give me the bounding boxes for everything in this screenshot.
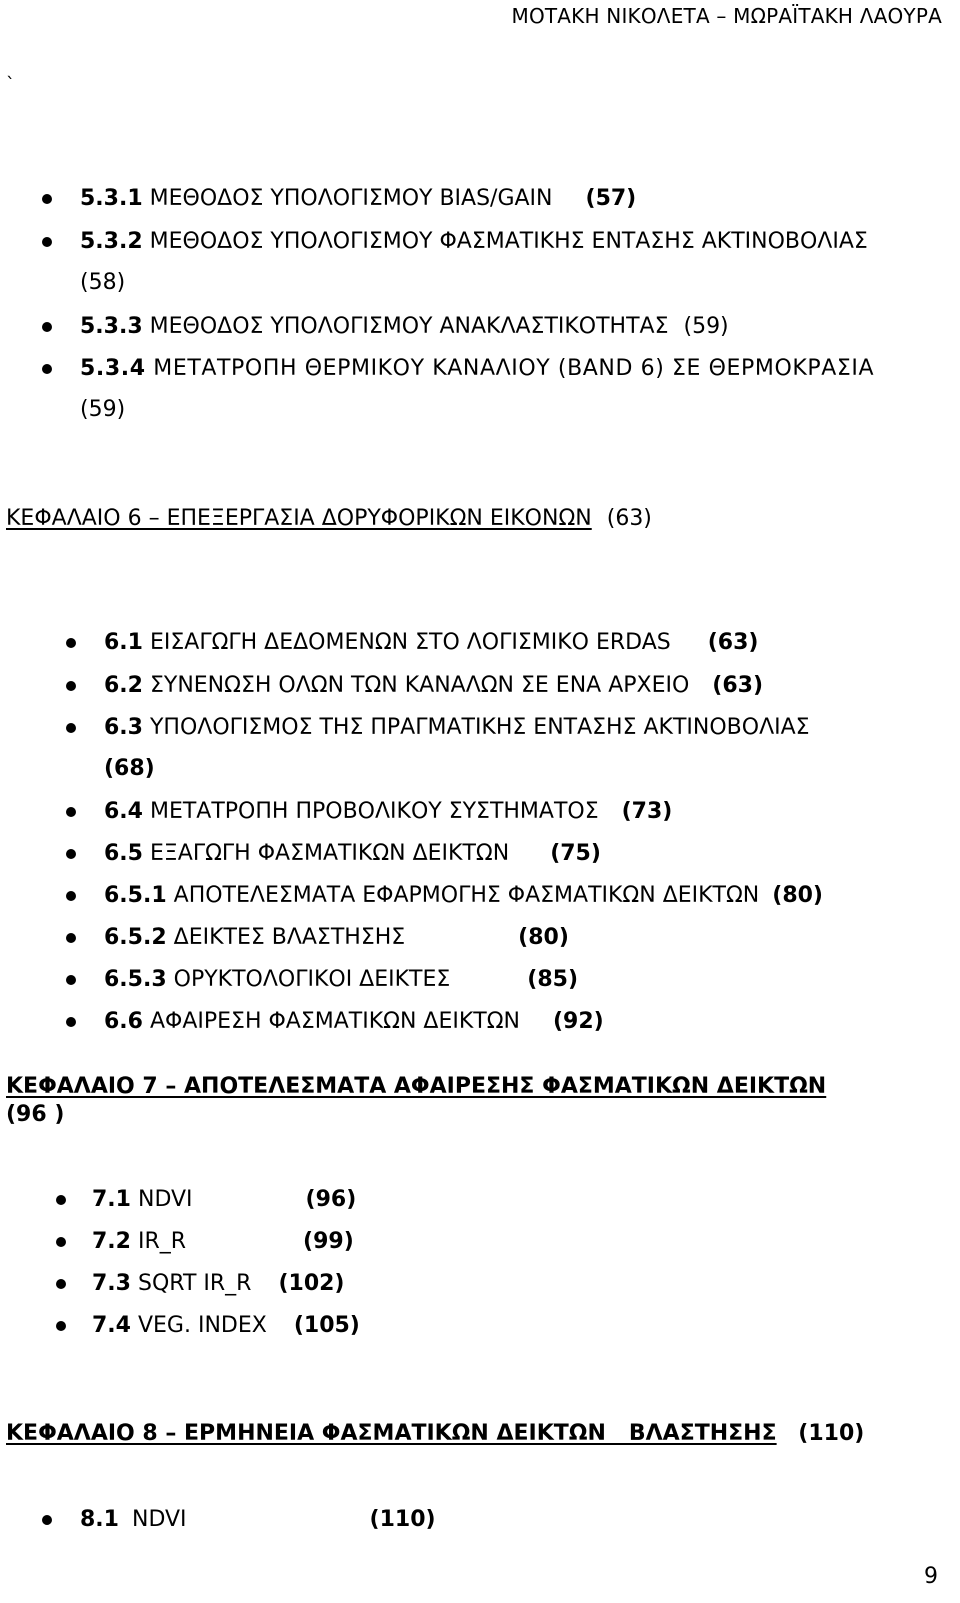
entry-number: 7.2 — [92, 1229, 131, 1254]
entry-title: ΥΠΟΛΟΓΙΣΜΟΣ ΤΗΣ ΠΡΑΓΜΑΤΙΚΗΣ ΕΝΤΑΣΗΣ ΑΚΤΙΝΟΒΟΛΙΑΣ — [149, 715, 810, 740]
entry-number: 6.5.1 — [104, 883, 167, 908]
bullet — [66, 975, 76, 985]
running-header: ΜΟΤΑΚΗ ΝΙΚΟΛΕΤΑ – ΜΩΡΑΪΤΑΚΗ ΛΑΟΥΡΑ — [511, 4, 942, 28]
entry-number: 6.2 — [104, 673, 143, 698]
entry-page: (75) — [550, 841, 601, 866]
entry-title: NDVI — [137, 1187, 193, 1212]
entry-title: IR_R — [137, 1229, 187, 1254]
toc-entry-7-1[interactable] — [92, 1186, 356, 1214]
entry-page: (59) — [80, 397, 126, 422]
entry-title: VEG. INDEX — [137, 1313, 267, 1338]
bullet — [66, 1017, 76, 1027]
bullet — [42, 322, 52, 332]
entry-page: (73) — [621, 799, 673, 824]
toc-entry-6-3-page — [104, 755, 155, 783]
toc-entry-6-3[interactable] — [104, 714, 810, 742]
entry-page: (96) — [305, 1187, 357, 1212]
toc-entry-6-5-2[interactable] — [104, 924, 569, 952]
toc-entry-5-3-2[interactable] — [80, 228, 868, 256]
chapter-page: (96 ) — [6, 1102, 65, 1127]
entry-page: (57) — [585, 186, 637, 211]
bullet — [42, 237, 52, 247]
chapter-7-page-line — [6, 1101, 64, 1129]
toc-entry-6-5-1[interactable] — [104, 882, 823, 910]
toc-entry-6-5-3[interactable] — [104, 966, 578, 994]
toc-entry-5-3-1[interactable] — [80, 185, 636, 213]
toc-entry-5-3-3[interactable] — [80, 313, 729, 341]
bullet — [42, 194, 52, 204]
chapter-6-heading[interactable] — [6, 505, 652, 533]
toc-entry-7-4[interactable] — [92, 1312, 360, 1340]
bullet — [56, 1237, 66, 1247]
entry-number: 5.3.1 — [80, 186, 143, 211]
entry-title: ΕΞΑΓΩΓΗ ΦΑΣΜΑΤΙΚΩΝ ΔΕΙΚΤΩΝ — [149, 841, 510, 866]
bullet — [42, 364, 52, 374]
entry-number: 8.1 — [80, 1507, 119, 1532]
entry-page: (99) — [303, 1229, 354, 1254]
toc-entry-8-1[interactable] — [80, 1506, 436, 1534]
toc-entry-6-5[interactable] — [104, 840, 601, 868]
chapter-page: (63) — [606, 506, 652, 531]
entry-page: (80) — [772, 883, 823, 908]
entry-number: 7.3 — [92, 1271, 131, 1296]
entry-number: 5.3.3 — [80, 314, 143, 339]
chapter-title: ΚΕΦΑΛΑΙΟ 7 – ΑΠΟΤΕΛΕΣΜΑΤΑ ΑΦΑΙΡΕΣΗΣ ΦΑΣΜΑΤΙΚΩΝ ΔΕΙΚΤΩΝ — [6, 1074, 827, 1099]
bullet — [66, 807, 76, 817]
chapter-title: ΚΕΦΑΛΑΙΟ 6 – ΕΠΕΞΕΡΓΑΣΙΑ ΔΟΡΥΦΟΡΙΚΩΝ ΕΙΚΟΝΩΝ — [6, 506, 592, 531]
entry-number: 6.4 — [104, 799, 143, 824]
chapter-7-heading[interactable] — [6, 1073, 826, 1101]
bullet — [66, 891, 76, 901]
entry-number: 6.5.2 — [104, 925, 167, 950]
toc-entry-6-4[interactable] — [104, 798, 672, 826]
bullet — [66, 933, 76, 943]
entry-number: 7.4 — [92, 1313, 131, 1338]
entry-page: (63) — [712, 673, 764, 698]
bullet — [42, 1515, 52, 1525]
bullet — [56, 1321, 66, 1331]
toc-entry-6-1[interactable] — [104, 629, 758, 657]
entry-number: 6.5.3 — [104, 967, 167, 992]
bullet — [56, 1195, 66, 1205]
toc-entry-6-6[interactable] — [104, 1008, 604, 1036]
entry-title: ΜΕΘΟΔΟΣ ΥΠΟΛΟΓΙΣΜΟΥ BIAS/GAIN — [149, 186, 553, 211]
bullet — [56, 1279, 66, 1289]
toc-entry-6-2[interactable] — [104, 672, 763, 700]
toc-entry-7-2[interactable] — [92, 1228, 354, 1256]
toc-entry-5-3-4-page — [80, 396, 125, 424]
entry-page: (59) — [683, 314, 729, 339]
entry-number: 5.3.2 — [80, 229, 143, 254]
entry-title: ΑΠΟΤΕΛΕΣΜΑΤΑ ΕΦΑΡΜΟΓΗΣ ΦΑΣΜΑΤΙΚΩΝ ΔΕΙΚΤΩΝ — [173, 883, 760, 908]
chapter-8-heading[interactable] — [6, 1420, 864, 1448]
entry-title: ΜΕΘΟΔΟΣ ΥΠΟΛΟΓΙΣΜΟΥ ΑΝΑΚΛΑΣΤΙΚΟΤΗΤΑΣ — [149, 314, 669, 339]
entry-title: ΕΙΣΑΓΩΓΗ ΔΕΔΟΜΕΝΩΝ ΣΤΟ ΛΟΓΙΣΜΙΚΟ ERDAS — [149, 630, 671, 655]
entry-number: 6.5 — [104, 841, 143, 866]
chapter-title: ΚΕΦΑΛΑΙΟ 8 – ΕΡΜΗΝΕΙΑ ΦΑΣΜΑΤΙΚΩΝ ΔΕΙΚΤΩΝ ΒΛΑΣΤΗΣΗΣ — [6, 1421, 777, 1446]
toc-entry-5-3-2-page — [80, 269, 125, 297]
entry-number: 7.1 — [92, 1187, 131, 1212]
entry-page: (68) — [104, 756, 155, 781]
entry-page: (85) — [527, 967, 579, 992]
entry-title: ΔΕΙΚΤΕΣ ΒΛΑΣΤΗΣΗΣ — [173, 925, 406, 950]
entry-title: ΑΦΑΙΡΕΣΗ ΦΑΣΜΑΤΙΚΩΝ ΔΕΙΚΤΩΝ — [149, 1009, 520, 1034]
entry-page: (80) — [518, 925, 569, 950]
bullet — [66, 723, 76, 733]
stray-mark: ` — [6, 74, 15, 95]
entry-title: SQRT IR_R — [137, 1271, 252, 1296]
entry-page: (63) — [707, 630, 759, 655]
entry-page: (110) — [369, 1507, 436, 1532]
page-number: 9 — [924, 1564, 938, 1589]
entry-number: 5.3.4 — [80, 356, 146, 381]
entry-title: NDVI — [131, 1507, 187, 1532]
entry-title: ΟΡΥΚΤΟΛΟΓΙΚΟΙ ΔΕΙΚΤΕΣ — [173, 967, 451, 992]
bullet — [66, 638, 76, 648]
entry-page: (58) — [80, 270, 126, 295]
entry-number: 6.3 — [104, 715, 143, 740]
chapter-page: (110) — [798, 1421, 865, 1446]
toc-entry-5-3-4[interactable] — [80, 355, 874, 383]
entry-title: ΜΕΤΑΤΡΟΠΗ ΠΡΟΒΟΛΙΚΟΥ ΣΥΣΤΗΜΑΤΟΣ — [149, 799, 599, 824]
entry-page: (92) — [552, 1009, 604, 1034]
bullet — [66, 681, 76, 691]
entry-title: ΜΕΤΑΤΡΟΠΗ ΘΕΡΜΙΚΟΥ ΚΑΝΑΛΙΟΥ (BAND 6) ΣΕ ΘΕΡΜΟΚΡΑΣΙΑ — [153, 356, 875, 381]
entry-page: (105) — [293, 1313, 360, 1338]
toc-entry-7-3[interactable] — [92, 1270, 345, 1298]
entry-title: ΜΕΘΟΔΟΣ ΥΠΟΛΟΓΙΣΜΟΥ ΦΑΣΜΑΤΙΚΗΣ ΕΝΤΑΣΗΣ ΑΚΤΙΝΟΒΟΛΙΑΣ — [149, 229, 868, 254]
entry-number: 6.1 — [104, 630, 143, 655]
entry-page: (102) — [278, 1271, 345, 1296]
bullet — [66, 849, 76, 859]
entry-title: ΣΥΝΕΝΩΣΗ ΟΛΩΝ ΤΩΝ ΚΑΝΑΛΩΝ ΣΕ ΕΝΑ ΑΡΧΕΙΟ — [149, 673, 690, 698]
entry-number: 6.6 — [104, 1009, 143, 1034]
